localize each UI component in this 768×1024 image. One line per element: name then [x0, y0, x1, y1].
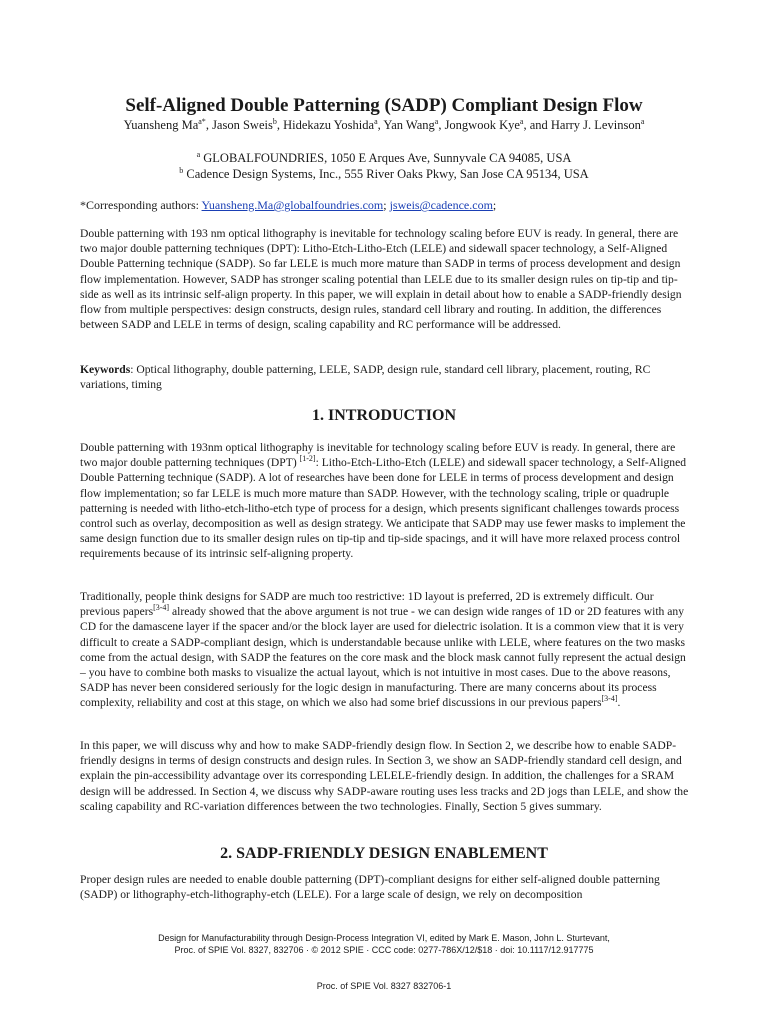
- footer-citation-line-2: Proc. of SPIE Vol. 8327, 832706 · © 2012 SPIE · CCC code: 0277-786X/12/$18 · doi: 10.1117/12.917775: [174, 945, 594, 955]
- intro-p2-end: .: [617, 696, 621, 710]
- email-separator: ;: [383, 198, 390, 212]
- author-name: Jason Sweis: [212, 118, 273, 132]
- intro-p1-text-cont: : Litho-Etch-Litho-Etch (LELE) and sidewall spacer technology, a Self-Aligned Double Patterning technique (SADP). A lot of researches have been done for LELE in terms of process development and design flow implementation; so far LELE is much more mature than SADP. However, with the technology scaling, triple or quadruple patterning is needed with litho-etch-litho-etch type of process for a design, which presents significant challenges towards process control such as overlay, decomposition as well as design strategy. We anticipate that SADP may use fewer masks to implement the same design function due to its smaller design rules on tip-tip and tip-side spacings, and it will have more relaxed process control requirements because of its intrinsic self-aligning property.: [80, 456, 687, 561]
- corresponding-authors: [80, 197, 700, 213]
- intro-p2-text-cont: already showed that the above argument is not true - we can design wide ranges of 1D or 2D features with any CD for the damascene layer if the spacer and/or the block layer are used for dielectric isolation. It is a common view that it is very difficult to create a SADP-compliant design, which is understandable because unlike with LELE, where features on the two masks come from the actual design, with SADP the features on the core mask and the block mask cannot fully represent the actual design – you have to combine both masks to visualize the actual layout, which is not intuitive in most cases. Due to the above reasons, SADP has never been considered seriously for the logic design in manufacturing. There are many concerns about its process complexity, reliability and cost at this stage, on which we also had some brief discussions in our previous papers: [80, 605, 686, 710]
- corresponding-label: *Corresponding authors:: [80, 198, 202, 212]
- affiliation-b: [0, 166, 768, 182]
- author-name: Jongwook Kye: [444, 118, 520, 132]
- affiliation-text: GLOBALFOUNDRIES, 1050 E Arques Ave, Sunnyvale CA 94085, USA: [203, 151, 572, 165]
- paper-title: Self-Aligned Double Patterning (SADP) Compliant Design Flow: [125, 95, 643, 116]
- affiliation-mark: a: [196, 149, 201, 159]
- author-name: Yuansheng Ma: [123, 118, 199, 132]
- author-affil-mark: a: [434, 116, 439, 126]
- citation: [3-4]: [601, 694, 618, 704]
- affiliation-text: Cadence Design Systems, Inc., 555 River Oaks Pkwy, San Jose CA 95134, USA: [186, 167, 589, 181]
- email-link-2[interactable]: jsweis@cadence.com: [389, 198, 493, 212]
- intro-paragraph-3: In this paper, we will discuss why and how to make SADP-friendly design flow. In Section 2, we describe how to enable SADP-friendly designs in terms of design constructs and design rules. In Section 3, we show an SADP-friendly standard cell design, and explain the pin-accessibility advantage over its corresponding LELELE-friendly design. In addition, the challenges for a SRAM design will be addressed. In Section 4, we discuss why SADP-aware routing uses less tracks and 2D jogs than LELE, and show the scaling capability and RC-variation differences between the two technologies. Finally, Section 5 gives summary.: [80, 739, 689, 813]
- email-link-1[interactable]: Yuansheng.Ma@globalfoundries.com: [201, 198, 384, 212]
- keywords-text: : Optical lithography, double patterning, LELE, SADP, design rule, standard cell library, placement, routing, RC variations, timing: [80, 363, 651, 392]
- author-name: Harry J. Levinson: [550, 118, 641, 132]
- author-separator: , and: [523, 118, 551, 132]
- affiliation-a: [0, 150, 768, 166]
- keywords: [80, 362, 689, 392]
- intro-paragraph-2: [80, 589, 689, 711]
- author-affil-mark: a*: [198, 116, 206, 126]
- section-heading-introduction: 1. INTRODUCTION: [311, 407, 456, 424]
- sadp-paragraph-1: Proper design rules are needed to enable double patterning (DPT)-compliant designs for either self-aligned double patterning (SADP) or lithography-etch-lithography-etch (LELE). For a large scale of design, we rely on decomposition: [80, 873, 660, 902]
- author-affil-mark: a: [374, 116, 378, 126]
- abstract: Double patterning with 193 nm optical lithography is inevitable for technology scaling before EUV is ready. In general, there are two major double patterning techniques (DPT): Litho-Etch-Litho-Etch (LELE) and sidewall spacer technology, a Self-Aligned Double Patterning technique (SADP). So far LELE is much more mature than SADP in terms of process development and design flow implementation. However, SADP has stronger scaling potential than LELE due to its smaller design rules on tip-tip and tip-side as well as its intrinsic self-align property. In this paper, we will explain in detail about how to enable a SADP-friendly design flow from multiple perspectives: design constructs, design rules, standard cell library and routing. In addition, the differences between SADP and LELE in terms of design, scaling capability and RC performance will be addressed.: [80, 227, 682, 332]
- author-name: Hidekazu Yoshida: [283, 118, 375, 132]
- footer-citation-line-1: Design for Manufacturability through Design-Process Integration VI, edited by Mark E. Mason, John L. Sturtevant,: [158, 933, 610, 943]
- corresponding-end: ;: [492, 198, 497, 212]
- author-list: Yuansheng $Ma^{a*}$, Jason Sweis$^b$, Hidekazu Yoshida$^a$, Yan Wang$^a$, Jongwook Kye$^a$, and Harry J. Levinson$^a$: [123, 116, 645, 132]
- affiliation-mark: b: [179, 165, 184, 175]
- citation: [1-2]: [299, 454, 316, 464]
- intro-paragraph-1: [80, 440, 689, 562]
- section-heading-sadp-design: 2. SADP-FRIENDLY DESIGN ENABLEMENT: [220, 845, 548, 862]
- author-name: Yan Wang: [383, 118, 435, 132]
- citation: [3-4]: [153, 603, 170, 613]
- page-number: Proc. of SPIE Vol. 8327 832706-1: [316, 981, 452, 991]
- author-affil-mark: b: [272, 116, 277, 126]
- author-affil-mark: a: [519, 116, 524, 126]
- intro-p2-text: Traditionally, people think designs for SADP are much too restrictive: 1D layout is preferred, 2D is extremely difficult. Our previous papers: [80, 590, 654, 619]
- author-affil-mark: a: [640, 116, 645, 126]
- intro-p1-text: Double patterning with 193nm optical lithography is inevitable for technology scaling before EUV is ready. In general, there are two major double patterning techniques (DPT): [80, 441, 676, 470]
- keywords-label: Keywords: [80, 363, 131, 376]
